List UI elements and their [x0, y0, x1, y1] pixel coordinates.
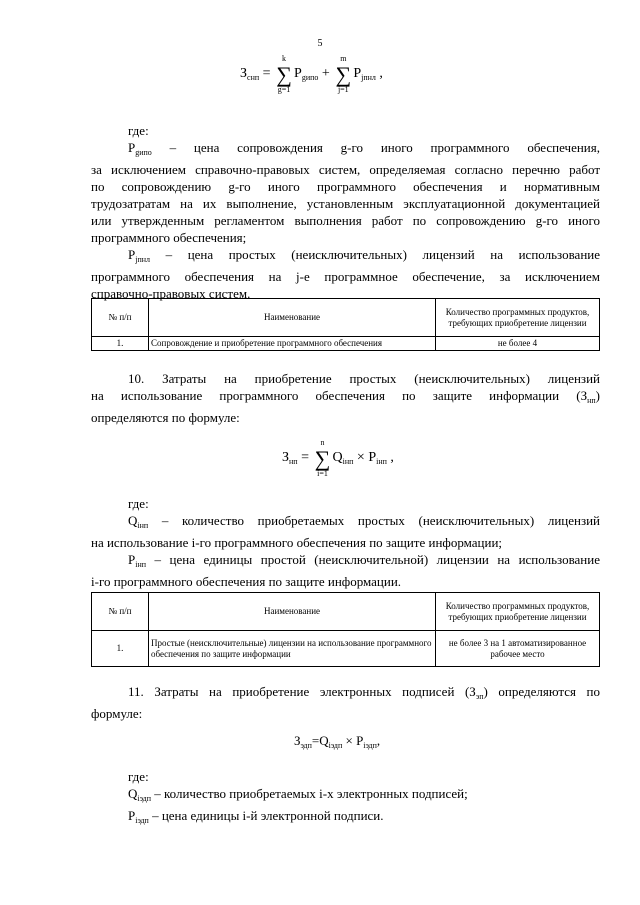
- sum-lower: i=1: [317, 469, 328, 478]
- page-number: 5: [317, 38, 323, 49]
- formula-times: ×: [356, 450, 365, 465]
- section-11: [91, 683, 600, 722]
- symbol: Р: [128, 247, 136, 262]
- formula-lhs: З: [282, 450, 290, 465]
- table-security-licenses: [91, 592, 600, 667]
- formula-equals: =: [262, 66, 271, 81]
- sum-upper: n: [320, 438, 325, 447]
- sum-lower: j=1: [337, 85, 349, 94]
- formula-term: Р: [353, 66, 362, 81]
- section-10: [91, 370, 600, 426]
- column-header-number: № п/п: [92, 593, 149, 631]
- formula-term-sub: iнп: [342, 457, 354, 466]
- formula-end: ,: [379, 66, 383, 81]
- formula-term-sub: jпнл: [361, 73, 376, 82]
- cell-name: Простые (неисключительные) лицензии на использование программного обеспечения по защите информации: [149, 631, 436, 667]
- formula-term: Р: [294, 66, 302, 81]
- symbol-sub: iэдп: [135, 816, 149, 825]
- definition-text: трудозатратам на их выполнение, установленным эксплуатационной документацией: [91, 196, 600, 211]
- definition-pgipo: [91, 139, 600, 161]
- definition-pinp: [91, 551, 600, 573]
- definition-text: на использование i-го программного обеспечения по защите информации;: [91, 535, 503, 550]
- section-text-part: ) определяются по: [483, 684, 600, 699]
- definition-text: программного обеспечения;: [91, 230, 247, 245]
- definition-text: программного обеспечения на j-е программное обеспечение, за исключением: [91, 269, 600, 284]
- definition-text: по сопровождению g-го иного программного обеспечения и нормативным: [91, 179, 600, 194]
- definition-text: – количество приобретаемых i-х электронных подписей;: [154, 786, 468, 801]
- formula-term: Q: [332, 450, 343, 465]
- cell-quantity: не более 3 на 1 автоматизированное рабочее место: [436, 631, 600, 667]
- sum-upper: k: [282, 54, 287, 63]
- definition-text: – цена единицы i-й электронной подписи.: [152, 808, 384, 823]
- formula-term: Р: [356, 733, 364, 748]
- symbol-sub: эп: [475, 692, 484, 701]
- section-text-part: 11. Затраты на приобретение электронных подписей (З: [128, 684, 476, 699]
- definition-text: или утвержденным регламентом выполнения работ по сопровождению g-го иного: [91, 213, 600, 228]
- column-header-name: Наименование: [149, 593, 436, 631]
- formula-term: Р: [368, 450, 377, 465]
- symbol-sub: gипо: [135, 148, 152, 157]
- cell-number: 1.: [92, 337, 149, 351]
- formula-plus: +: [321, 66, 330, 81]
- definition-piedp: [91, 807, 600, 829]
- column-header-name: Наименование: [149, 299, 436, 337]
- definition-text: справочно-правовых систем.: [91, 286, 251, 301]
- definition-qiedp: [91, 785, 600, 807]
- formula-times: ×: [345, 733, 353, 748]
- definition-text: – цена единицы простой (неисключительной) лицензии на использование: [154, 552, 600, 567]
- definition-text: за исключением справочно-правовых систем, определяемая согласно перечню работ: [91, 162, 600, 177]
- sum-upper: m: [340, 54, 347, 63]
- table-header-row: [92, 299, 600, 337]
- column-header-quantity: Количество программных продуктов, требующих приобретение лицензии: [436, 593, 600, 631]
- symbol: Q: [128, 786, 138, 801]
- definition-text: i-го программного обеспечения по защите информации.: [91, 574, 402, 589]
- symbol: Р: [128, 140, 136, 155]
- formula-equals: =: [311, 733, 320, 748]
- sum-symbol: ∑ k g=1: [274, 64, 294, 86]
- column-header-number: № п/п: [92, 299, 149, 337]
- sum-symbol: ∑ n i=1: [312, 448, 332, 470]
- where-label: где:: [128, 123, 149, 138]
- symbol: Q: [128, 513, 138, 528]
- cell-name: Сопровождение и приобретение программного обеспечения: [149, 337, 436, 351]
- formula-lhs-sub: нп: [289, 457, 298, 466]
- formula-term: Q: [319, 733, 329, 748]
- symbol-sub: jпнл: [135, 255, 151, 264]
- sum-lower: g=1: [277, 85, 291, 94]
- definitions-block-3: [91, 768, 600, 829]
- section-text: формуле:: [91, 706, 143, 721]
- definition-qinp: [91, 512, 600, 534]
- formula-snp: [240, 54, 383, 94]
- formula-lhs: З: [294, 733, 301, 748]
- section-text-part: ): [595, 388, 600, 403]
- formula-term-sub: iнп: [376, 457, 387, 466]
- formula-lhs: З: [240, 66, 248, 81]
- formula-lhs-sub: снп: [247, 73, 260, 82]
- symbol-sub: iэдп: [137, 794, 151, 803]
- formula-np: [282, 438, 394, 478]
- where-label: где:: [128, 496, 149, 511]
- formula-term-sub: iэдп: [328, 741, 343, 750]
- definition-text: – цена простых (неисключительных) лицензий на использование: [165, 247, 601, 262]
- symbol: Р: [128, 552, 136, 567]
- section-text: 10. Затраты на приобретение простых (неисключительных) лицензий: [128, 371, 600, 386]
- cell-number: 1.: [92, 631, 149, 667]
- formula-end: ,: [376, 733, 381, 748]
- definition-pjpnl: [91, 246, 600, 268]
- table-row: [92, 631, 600, 667]
- section-text: [91, 387, 600, 409]
- symbol: Р: [128, 808, 136, 823]
- table-row: [92, 337, 600, 351]
- cell-quantity: не более 4: [436, 337, 600, 351]
- sum-symbol: ∑ m j=1: [333, 64, 353, 86]
- symbol-sub: нп: [587, 396, 596, 405]
- definition-text: – цена сопровождения g-го иного программного обеспечения,: [169, 140, 600, 155]
- column-header-quantity: Количество программных продуктов, требующих приобретение лицензии: [436, 299, 600, 337]
- table-header-row: [92, 593, 600, 631]
- formula-equals: =: [301, 450, 309, 465]
- definition-text: – количество приобретаемых простых (неисключительных) лицензий: [161, 513, 601, 528]
- definitions-block-2: [91, 495, 600, 590]
- formula-term-sub: gипо: [301, 73, 319, 82]
- where-label: где:: [128, 769, 149, 784]
- symbol-sub: iнп: [135, 560, 147, 569]
- section-text: [91, 683, 600, 705]
- formula-lhs-sub: эдп: [300, 741, 312, 750]
- section-text-part: на использование программного обеспечения по защите информации (З: [91, 388, 588, 403]
- table-software-support: [91, 298, 600, 351]
- formula-edp: [294, 733, 380, 750]
- definitions-block-1: [91, 122, 600, 302]
- formula-end: ,: [390, 450, 394, 465]
- formula-term-sub: iэдп: [363, 741, 377, 750]
- section-text: определяются по формуле:: [91, 410, 240, 425]
- symbol-sub: iнп: [137, 521, 149, 530]
